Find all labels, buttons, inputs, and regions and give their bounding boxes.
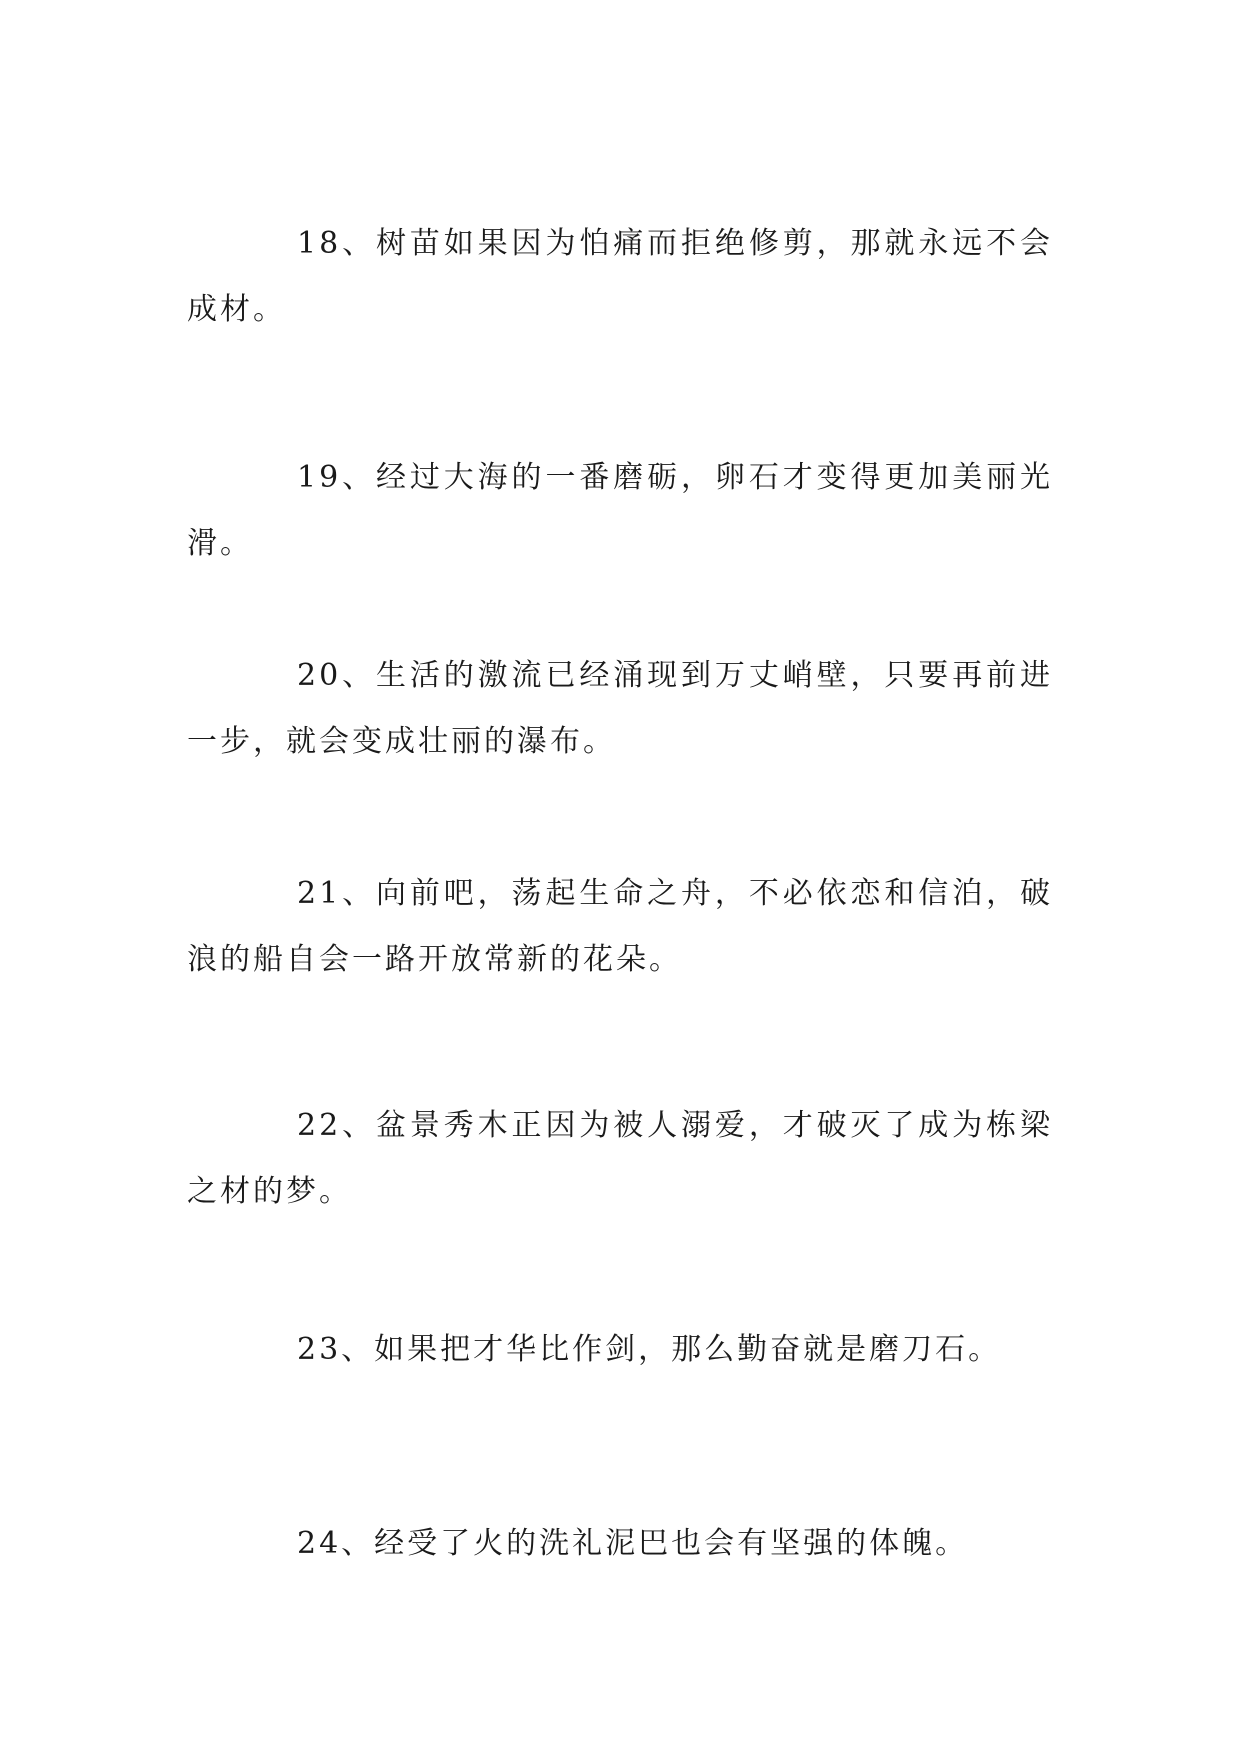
paragraph-23: 23、如果把才华比作剑，那么勤奋就是磨刀石。 [297, 1332, 1002, 1367]
paragraph-19: 19、经过大海的一番磨砺，卵石才变得更加美丽光滑。 [187, 460, 1053, 561]
paragraph-22: 22、盆景秀木正因为被人溺爱，才破灭了成为栋梁之材的梦。 [187, 1108, 1053, 1209]
paragraph-21: 21、向前吧，荡起生命之舟，不必依恋和信泊，破浪的船自会一路开放常新的花朵。 [187, 876, 1053, 977]
paragraph-18: 18、树苗如果因为怕痛而拒绝修剪，那就永远不会成材。 [187, 226, 1053, 327]
paragraph-24: 24、经受了火的洗礼泥巴也会有坚强的体魄。 [297, 1526, 969, 1561]
paragraph-20: 20、生活的激流已经涌现到万丈峭壁，只要再前进一步，就会变成壮丽的瀑布。 [187, 658, 1053, 759]
